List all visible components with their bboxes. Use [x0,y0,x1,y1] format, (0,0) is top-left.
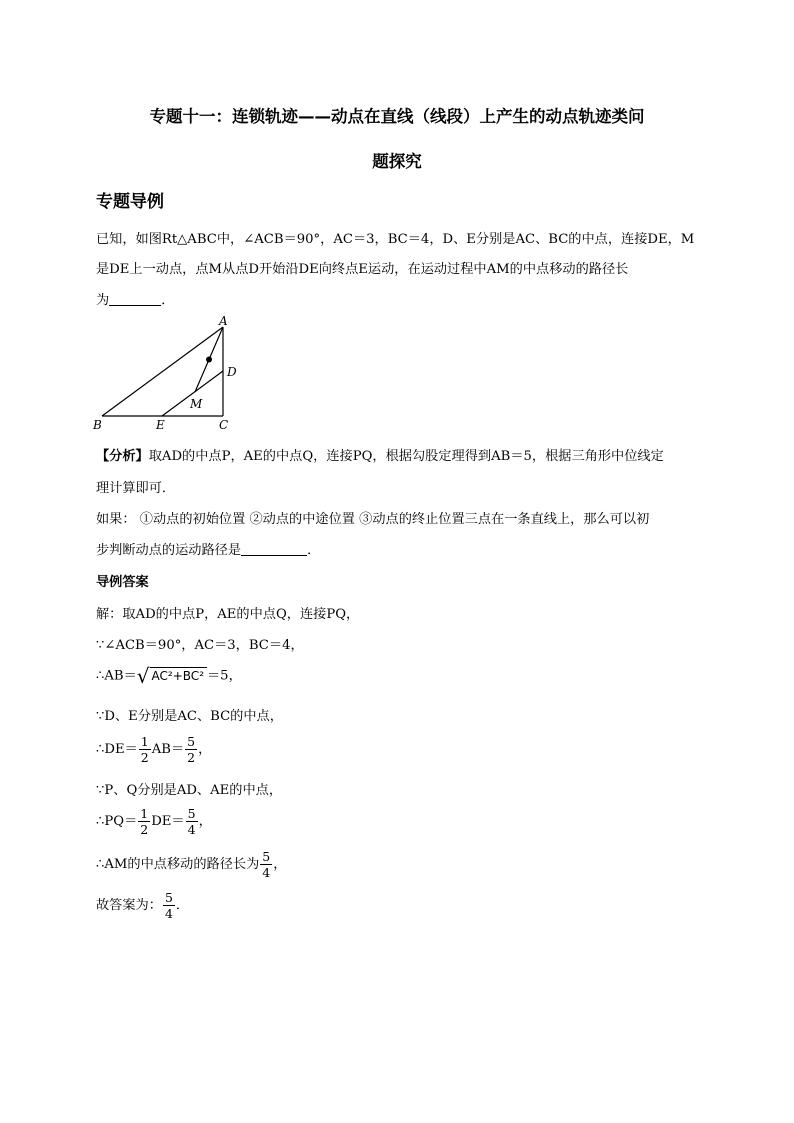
fraction-five-half: $\frac{5}{2}$ [187,734,196,765]
sqrt-expression [137,664,207,688]
s3-post: ＝5， [207,668,242,684]
analysis-tag: 【分析】 [96,449,149,464]
segment-ab [102,327,223,416]
analysis-text-1: 取AD的中点P，AE的中点Q，连接PQ，根据勾股定理得到AB＝5，根据三角形中位线定 [148,449,664,464]
sqrt-radicand: AC²+BC² [150,667,207,683]
s9-pre: 故答案为： [96,898,162,913]
label-a: A [219,314,228,328]
label-e: E [156,418,165,432]
s8-pre: ∴AM的中点移动的路径长为 [96,857,260,872]
s5-pre: ∴DE＝ [96,742,138,757]
answer-blank-1 [109,292,161,306]
sqrt-sign: √ [136,664,150,688]
s7-pre: ∴PQ＝ [96,814,138,829]
fraction-five-quarter-2: $\frac{5}{4}$ [262,849,271,880]
solution-line-4: ∵D、E分别是AC、BC的中点， [96,709,283,724]
solution-line-5 [96,734,211,765]
s8-comma: ， [273,857,287,872]
solution-line-9 [96,890,189,921]
problem-period: ． [161,293,175,308]
problem-line-1: 已知，如图Rt△ABC中，∠ACB＝90°，AC＝3，BC＝4，D、E分别是AC、BC的中点，连接DE，M [96,232,695,247]
label-d: D [227,365,237,379]
s9-period: ． [175,898,190,913]
if-period: ． [307,543,321,558]
fraction-five-quarter-1: $\frac{5}{4}$ [187,806,196,837]
s3-pre: ∴AB＝ [96,668,137,684]
answer-blank-2 [241,542,307,556]
fraction-half-2: $\frac{1}{2}$ [140,806,149,837]
doc-title-line1: 专题十一：连锁轨迹——动点在直线（线段）上产生的动点轨迹类问 [149,107,645,126]
label-c: C [219,418,229,432]
answer-heading: 导例答案 [96,575,149,590]
solution-line-6: ∵P、Q分别是AD、AE的中点， [96,783,283,798]
s5-comma: ， [198,742,212,757]
label-b: B [93,418,102,432]
if-line-2-text: 步判断动点的运动路径是 [96,543,242,558]
s7-mid: DE＝ [151,814,185,829]
analysis-line-2: 理计算即可． [96,481,176,496]
doc-title-line2: 题探究 [372,152,422,171]
problem-line-3 [96,289,174,308]
solution-line-7 [96,806,212,837]
midpoint-dot [206,357,212,363]
s5-mid: AB＝ [151,742,185,757]
problem-line-3-text: 为 [96,293,110,308]
label-m: M [190,397,203,411]
analysis-line-1 [96,445,664,464]
if-line-1: 如果： ①动点的初始位置 ②动点的中途位置 ③动点的终止位置三点在一条直线上，那么可以初 [96,512,650,527]
fraction-half-1: $\frac{1}{2}$ [140,734,149,765]
section-heading: 专题导例 [96,192,164,212]
if-line-2 [96,539,320,558]
solution-line-1: 解：取AD的中点P，AE的中点Q，连接PQ， [96,607,360,622]
triangle-figure [92,312,252,436]
solution-line-8 [96,849,286,880]
problem-line-2: 是DE上一动点，点M从点D开始沿DE向终点E运动，在运动过程中AM的中点移动的路径长 [96,262,629,277]
solution-line-2: ∵∠ACB＝90°，AC＝3，BC＝4， [96,638,304,653]
solution-line-3 [96,664,242,688]
s7-comma: ， [198,814,212,829]
fraction-five-quarter-3: $\frac{5}{4}$ [164,890,173,921]
